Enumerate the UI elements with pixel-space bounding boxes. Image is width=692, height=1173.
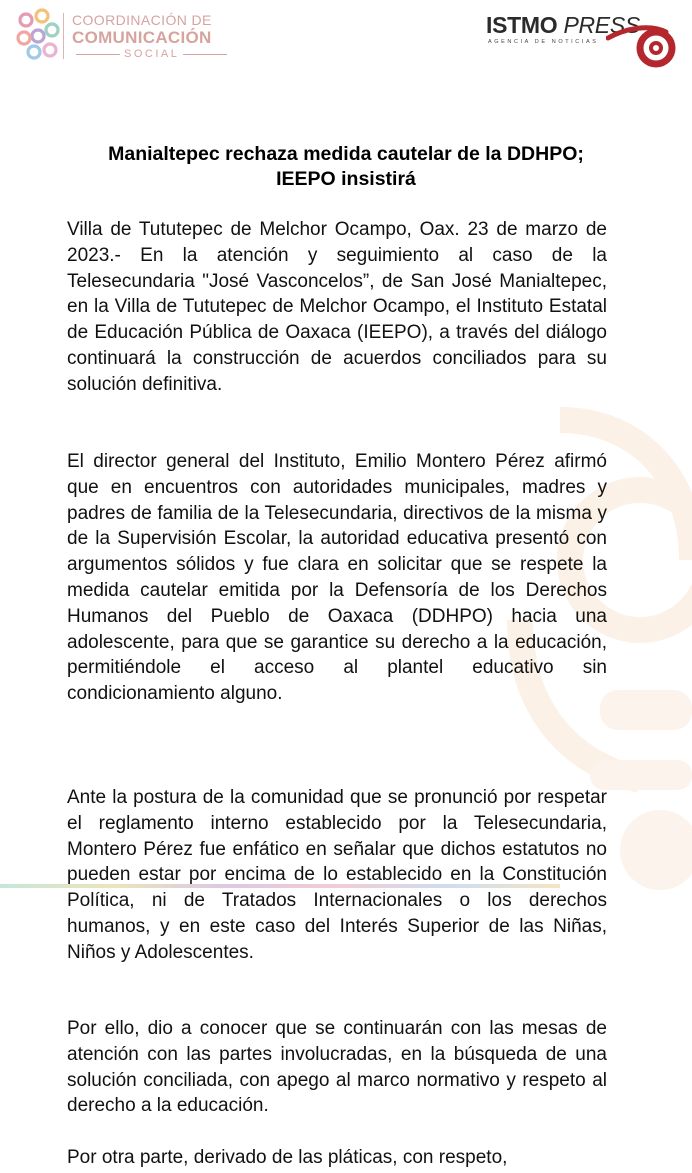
coordinacion-wordmark [72,12,231,61]
coordinacion-line3 [72,47,231,61]
istmo-tagline: AGENCIA DE NOTICIAS [488,39,599,45]
paragraph-1: Villa de Tututepec de Melchor Ocampo, Oax. 23 de marzo de 2023.- En la atención y seguimiento al caso de la Telesecundaria "José Vasconcelos”, de San José Manialtepec, en la Villa de Tututepec de Melchor Ocampo, el Instituto Estatal de Educación Pública de Oaxaca (IEEPO), a través del diálogo continuará la construcción de acuerdos conciliados para su solución definitiva. [67,219,607,395]
header-divider [63,13,64,59]
title-line-2: IEEPO insistirá [276,168,416,190]
istmo-swirl-icon [606,18,684,68]
paragraph-4: Por ello, dio a conocer que se continuarán con las mesas de atención con las partes involucradas, en la búsqueda de una solución conciliada, con apego al marco normativo y respeto al derecho a la educación. [67,1018,607,1117]
istmo-name-press: PRESS [563,12,640,38]
coordinacion-social: SOCIAL [124,48,180,60]
paragraph-5: Por otra parte, derivado de las pláticas, con respeto, [67,1147,508,1168]
coordinacion-logo-icon [12,6,64,64]
press-release-title [40,142,652,192]
header [0,0,692,80]
istmo-name-main: ISTMO [486,12,558,38]
title-line-1: Manialtepec rechaza medida cautelar de la DDHPO; [108,143,584,165]
istmo-press-logo [486,12,686,68]
paragraph-3: Ante la postura de la comunidad que se pronunció por respetar el reglamento interno establecido por la Telesecundaria, Montero Pérez fue enfático en señalar que dichos estatutos no pueden estar por encima de lo establecido en la Constitución Política, ni de Tratados Internacionales o los derechos humanos, y en este caso del Interés Superior de las Niñas, Niños y Adolescentes. [67,787,607,963]
coordinacion-line2: COMUNICACIÓN [72,28,212,47]
coordinacion-line1: COORDINACIÓN DE [72,12,212,28]
paragraph-2: El director general del Instituto, Emilio Montero Pérez afirmó que en encuentros con autoridades municipales, madres y padres de familia de la Telesecundaria, directivos de la misma y de la Supervisión Escolar, la autoridad educativa presentó con argumentos sólidos y fue clara en solicitar que se respete la medida cautelar emitida por la Defensoría de los Derechos Humanos del Pueblo de Oaxaca (DDHPO) hacia una adolescente, para que se garantice su derecho a la educación, permitiéndole el acceso al plantel educativo sin condicionamiento alguno. [67,451,607,705]
